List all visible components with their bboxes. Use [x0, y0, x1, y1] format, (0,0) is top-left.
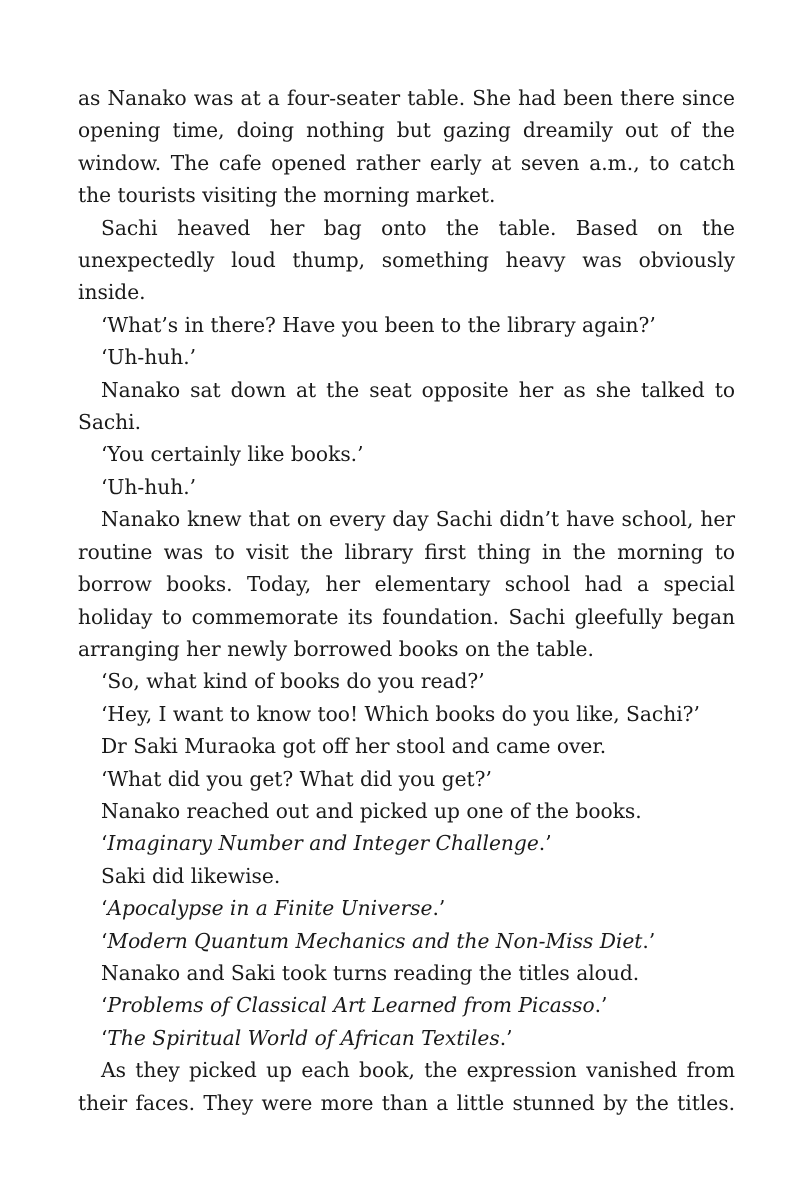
- dialogue-line: ‘Uh-huh.’: [101, 345, 197, 370]
- close-quote: .’: [642, 928, 656, 953]
- close-quote: .’: [538, 831, 552, 856]
- dialogue-line: ‘Uh-huh.’: [101, 474, 197, 499]
- book-title: Problems of Classical Art Learned from Picasso: [107, 993, 595, 1018]
- paragraph: As they picked up each book, the expression vanished from their faces. They were more than a little stunned by the titles.: [78, 1058, 735, 1115]
- close-quote: .’: [432, 896, 446, 921]
- book-title: Apocalypse in a Finite Universe: [107, 896, 433, 921]
- open-quote: ‘: [101, 896, 108, 921]
- book-page: [78, 82, 735, 1119]
- book-title-line: [78, 892, 735, 924]
- dialogue-line: ‘What’s in there? Have you been to the library again?’: [101, 312, 656, 337]
- book-title: Imaginary Number and Integer Challenge: [107, 831, 539, 856]
- paragraph: Nanako sat down at the seat opposite her as she talked to Sachi.: [78, 377, 735, 435]
- dialogue-line: ‘You certainly like books.’: [101, 442, 364, 467]
- book-title: Modern Quantum Mechanics and the Non-Miss Diet: [107, 928, 643, 953]
- paragraph: Nanako reached out and picked up one of the books.: [101, 798, 642, 823]
- paragraph: Dr Saki Muraoka got off her stool and came over.: [101, 734, 607, 759]
- open-quote: ‘: [101, 831, 108, 856]
- book-title-line: [78, 925, 735, 957]
- book-title-line: [78, 1022, 735, 1054]
- paragraph: Sachi heaved her bag onto the table. Based on the unexpectedly loud thump, something heavy was obviously inside.: [78, 215, 735, 305]
- close-quote: .’: [499, 1025, 513, 1050]
- paragraph: Saki did likewise.: [101, 863, 281, 888]
- open-quote: ‘: [101, 1025, 108, 1050]
- open-quote: ‘: [101, 928, 108, 953]
- open-quote: ‘: [101, 993, 108, 1018]
- paragraph: as Nanako was at a four-seater table. She had been there since opening time, doing nothing but gazing dreamily out of the window. The cafe opened rather early at seven a.m., to catch the tourists visiting the morning market.: [78, 86, 735, 208]
- book-title-line: [78, 989, 735, 1021]
- paragraph: Nanako knew that on every day Sachi didn’t have school, her routine was to visit the library first thing in the morning to borrow books. Today, her elementary school had a special holiday to commemorate its foundation. Sachi gleefully began arranging her newly borrowed books on the table.: [78, 507, 735, 661]
- dialogue-line: ‘What did you get? What did you get?’: [101, 766, 492, 791]
- book-title: The Spiritual World of African Textiles: [107, 1025, 500, 1050]
- close-quote: .’: [594, 993, 608, 1018]
- dialogue-line: ‘Hey, I want to know too! Which books do you like, Sachi?’: [101, 701, 700, 726]
- book-title-line: [78, 827, 735, 859]
- paragraph: Nanako and Saki took turns reading the titles aloud.: [101, 960, 640, 985]
- dialogue-line: ‘So, what kind of books do you read?’: [101, 669, 485, 694]
